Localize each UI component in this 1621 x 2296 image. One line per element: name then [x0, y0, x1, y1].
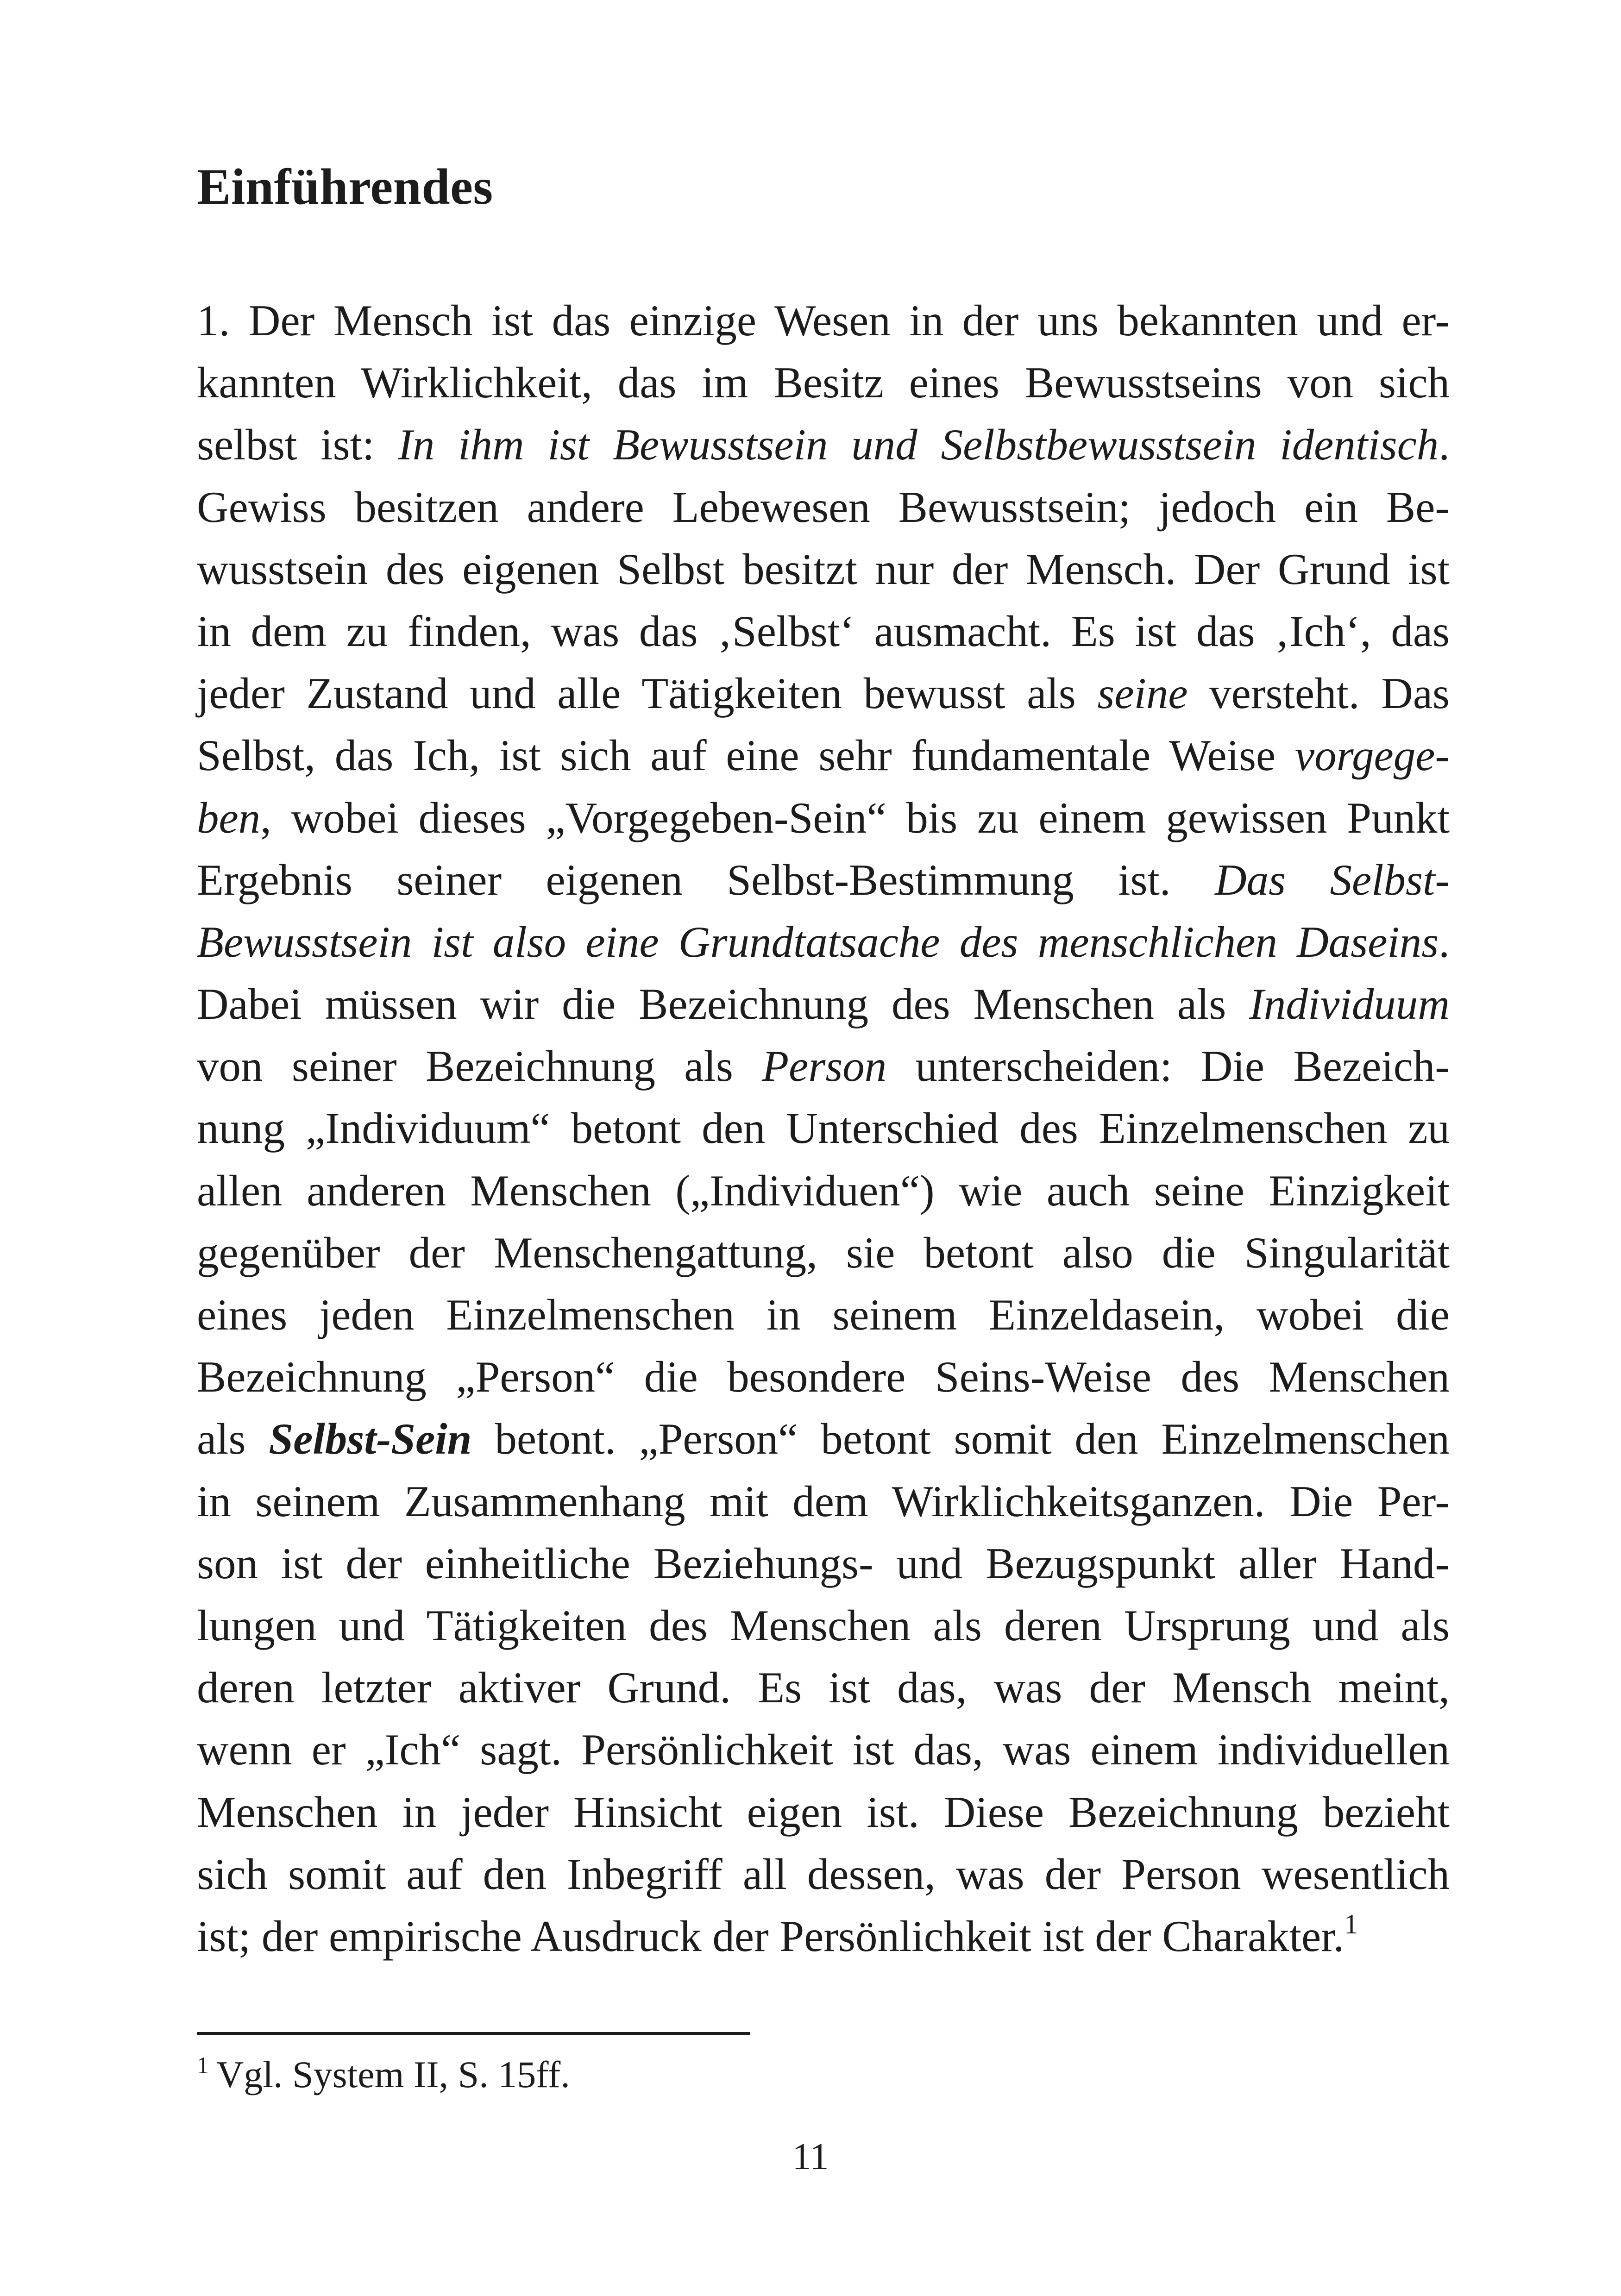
footnote-reference[interactable]: 1	[1344, 1908, 1358, 1939]
text-line: gegenüber der Menschengattung, sie betont also die Singularität	[197, 1228, 1450, 1277]
text-line: in seinem Zusammenhang mit dem Wirklichkeitsganzen. Die Per-	[197, 1476, 1450, 1526]
emphasis-italic: vorgege-	[1294, 731, 1450, 780]
text-line: eines jeden Einzelmenschen in seinem Einzeldasein, wobei die	[197, 1290, 1450, 1339]
emphasis-italic: seine	[1097, 669, 1188, 718]
text-line: lungen und Tätigkeiten des Menschen als deren Ursprung und als	[197, 1600, 1450, 1650]
text-line: als Selbst-Sein betont. „Person“ betont somit den Einzelmenschen	[197, 1414, 1450, 1464]
paragraph-1	[197, 289, 1450, 1967]
text-line: wusstsein des eigenen Selbst besitzt nur der Mensch. Der Grund ist	[197, 544, 1450, 594]
emphasis-italic: Person	[762, 1041, 887, 1091]
chapter-heading: Einführendes	[197, 158, 493, 215]
text-line: 1. Der Mensch ist das einzige Wesen in der uns bekannten und er-	[197, 296, 1450, 345]
text-line: ist; der empirische Ausdruck der Persönlichkeit ist der Charakter.$^1$	[197, 1908, 1358, 1961]
text-line: ben, wobei dieses „Vorgegeben-Sein“ bis zu einem gewissen Punkt	[197, 793, 1450, 842]
emphasis-italic: Individuum	[1249, 979, 1450, 1029]
page-number: 11	[792, 2135, 829, 2177]
text-line: von seiner Bezeichnung als Person unterscheiden: Die Bezeich-	[197, 1041, 1450, 1091]
text-line: Ergebnis seiner eigenen Selbst-Bestimmung ist. Das Selbst-	[197, 855, 1450, 904]
text-line: Gewiss besitzen andere Lebewesen Bewusstsein; jedoch ein Be-	[197, 482, 1450, 532]
text-line: Selbst, das Ich, ist sich auf eine sehr fundamentale Weise vorgege-	[197, 731, 1450, 780]
emphasis-bold-italic: Selbst-Sein	[269, 1414, 472, 1464]
emphasis-italic: In ihm ist Bewusstsein und Selbstbewusstsein identisch	[398, 420, 1439, 470]
emphasis-italic: ben	[197, 793, 261, 842]
emphasis-italic: Bewusstsein ist also eine Grundtatsache des menschlichen Daseins	[197, 917, 1439, 966]
text-line: sich somit auf den Inbegriff all dessen, was der Person wesentlich	[197, 1849, 1450, 1899]
footnote-text: Vgl. System II, S. 15ff.	[216, 2053, 570, 2095]
footnote-number: 1	[197, 2052, 209, 2079]
footnote	[197, 2049, 570, 2100]
text-line: allen anderen Menschen („Individuen“) wie auch seine Einzigkeit	[197, 1166, 1450, 1215]
footnote-separator	[197, 2032, 750, 2035]
text-line: Bewusstsein ist also eine Grundtatsache des menschlichen Daseins.	[197, 917, 1450, 966]
text-line: Bezeichnung „Person“ die besondere Seins-Weise des Menschen	[197, 1352, 1450, 1402]
emphasis-italic: Das Selbst-	[1215, 855, 1450, 904]
text-line: selbst ist: In ihm ist Bewusstsein und Selbstbewusstsein identisch.	[197, 420, 1450, 470]
text-line: son ist der einheitliche Beziehungs- und Bezugspunkt aller Hand-	[197, 1538, 1450, 1588]
text-line: wenn er „Ich“ sagt. Persönlichkeit ist das, was einem individuellen	[197, 1725, 1450, 1775]
text-line: nung „Individuum“ betont den Unterschied des Einzelmenschen zu	[197, 1104, 1450, 1153]
text-line: kannten Wirklichkeit, das im Besitz eines Bewusstseins von sich	[197, 358, 1450, 408]
text-line: jeder Zustand und alle Tätigkeiten bewusst als seine versteht. Das	[197, 669, 1450, 718]
text-line: in dem zu finden, was das ‚Selbst‘ ausmacht. Es ist das ‚Ich‘, das	[197, 606, 1450, 656]
text-line: deren letzter aktiver Grund. Es ist das, was der Mensch meint,	[197, 1663, 1450, 1713]
text-line: Menschen in jeder Hinsicht eigen ist. Diese Bezeichnung bezieht	[197, 1787, 1450, 1837]
text-line: Dabei müssen wir die Bezeichnung des Menschen als Individuum	[197, 979, 1450, 1029]
